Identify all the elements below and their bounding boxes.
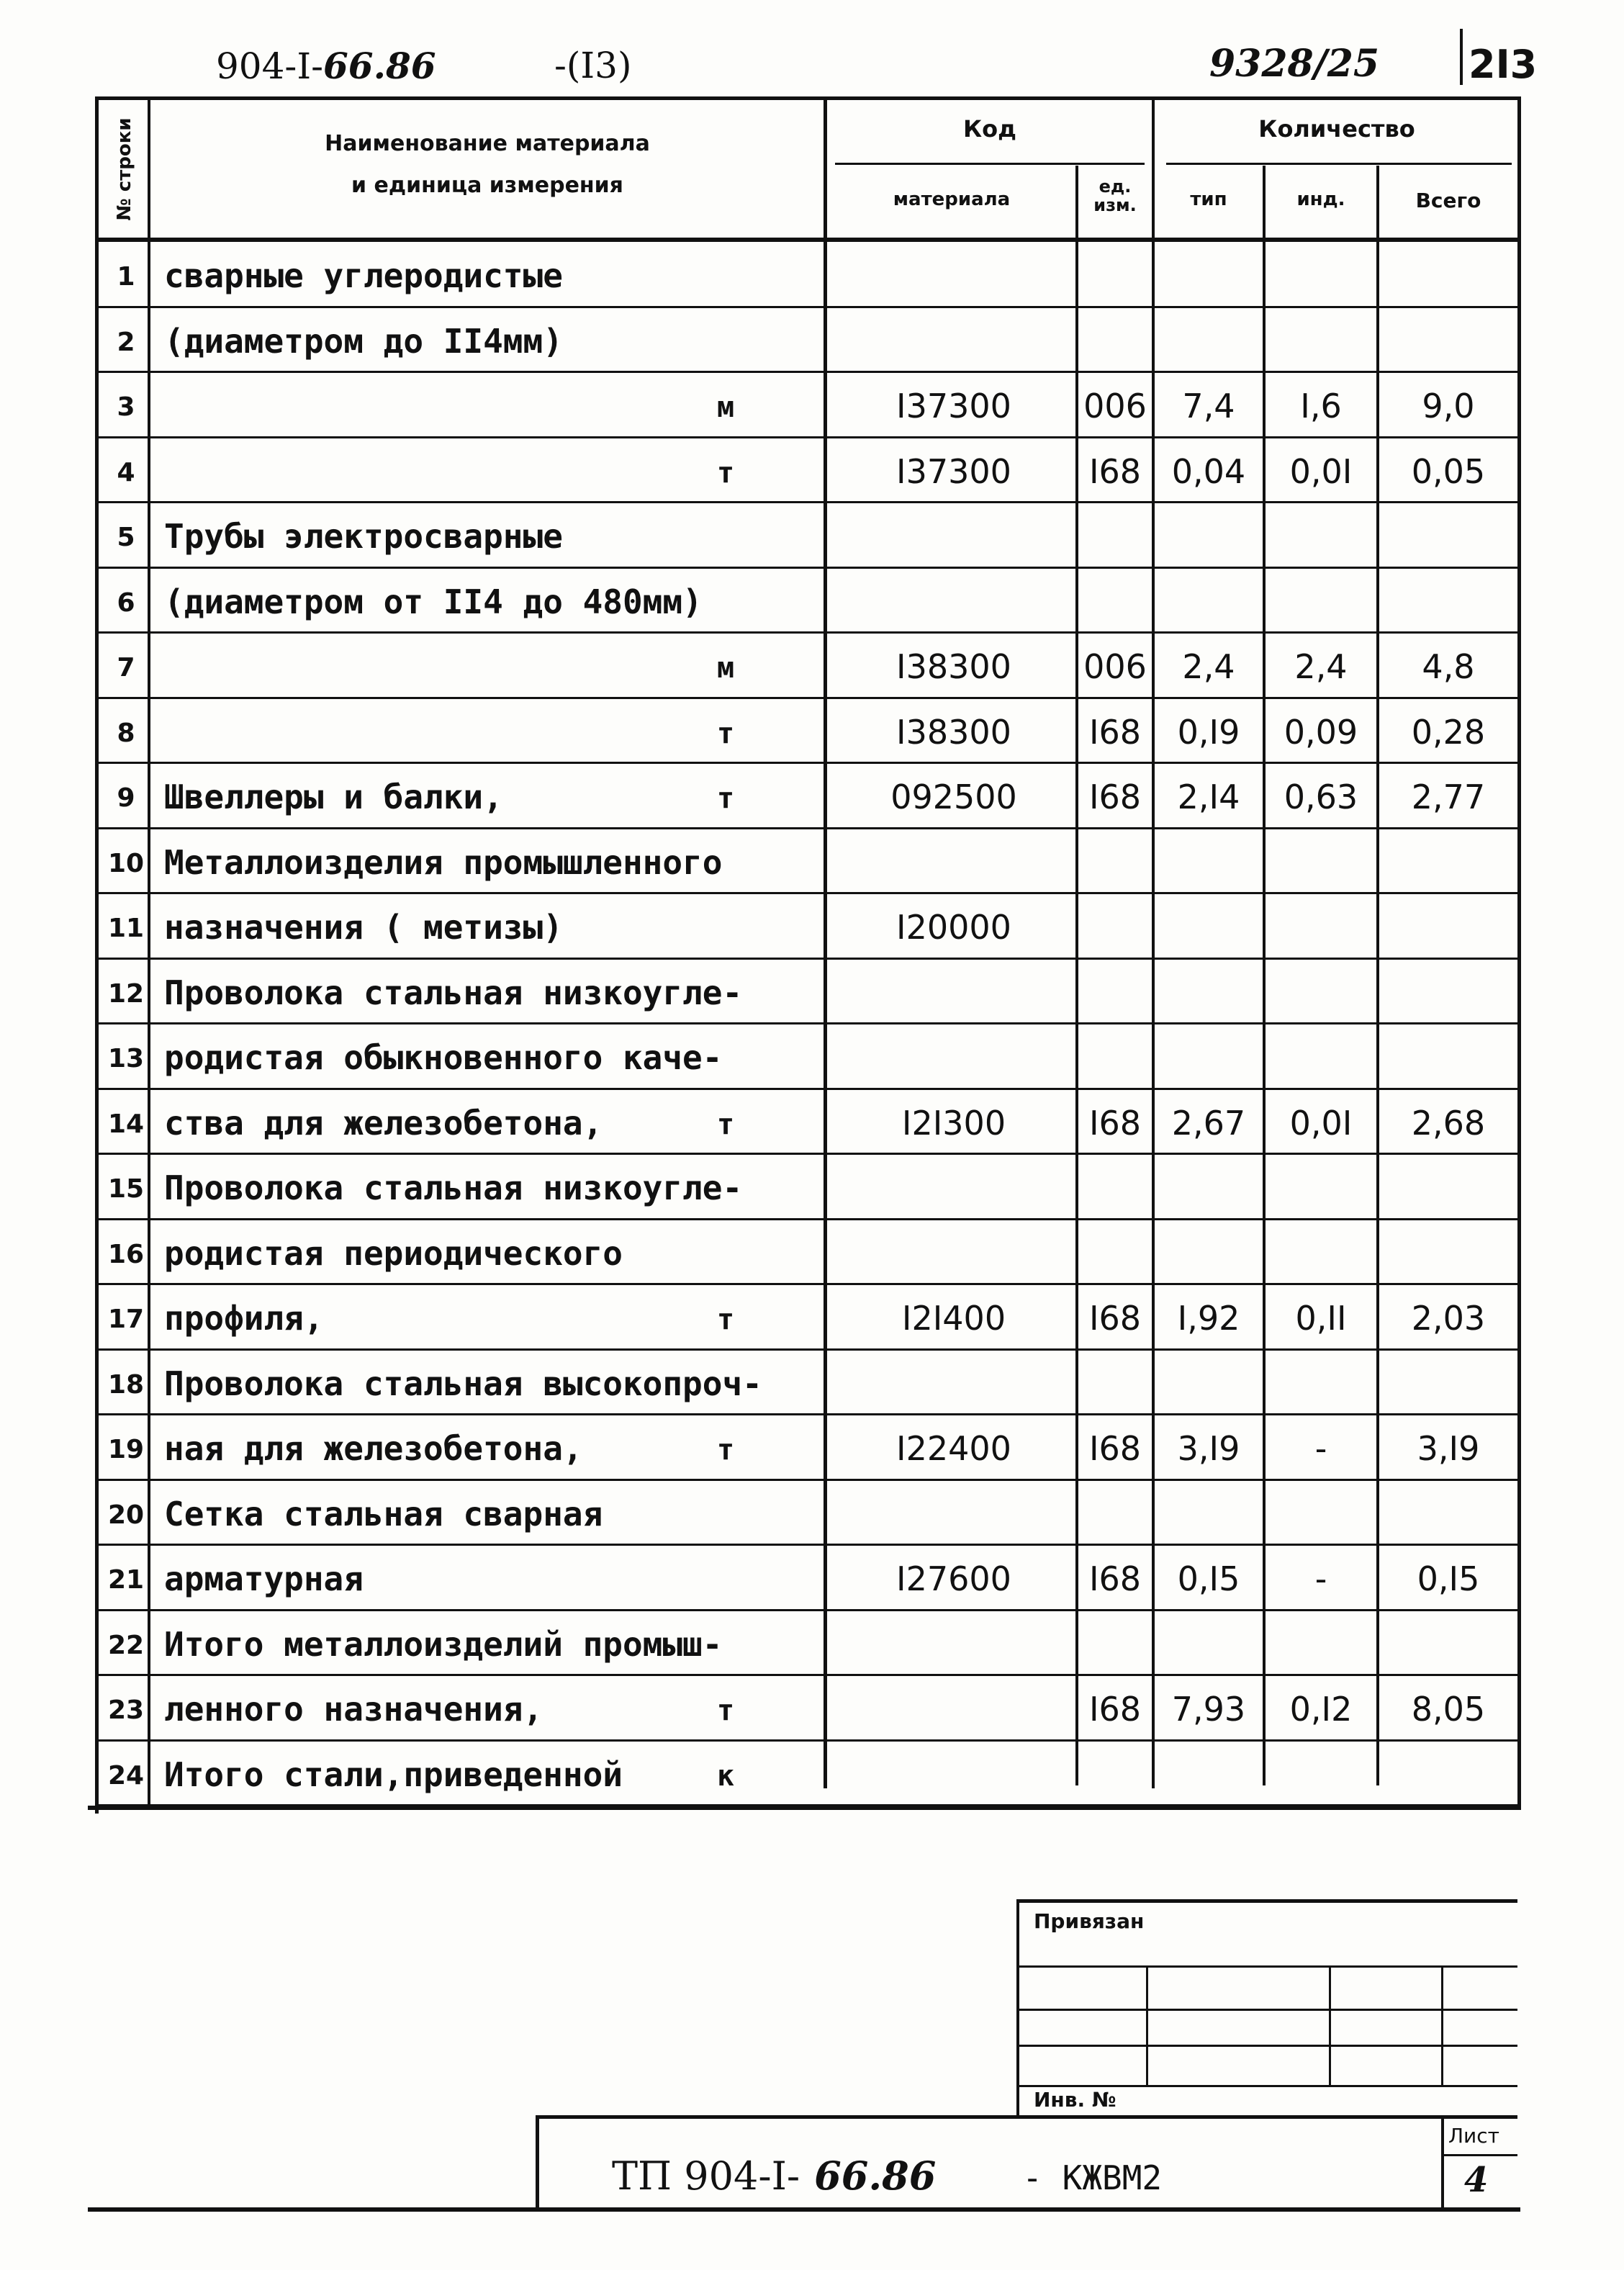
row-number: 18: [107, 1369, 145, 1400]
document-code: [216, 45, 436, 87]
code-group-header: Код: [963, 115, 1016, 143]
sheet-cell-line: [1441, 2154, 1517, 2156]
unit-label: к: [716, 1759, 735, 1793]
qty-typ: 0,04: [1171, 451, 1246, 491]
qty-ind: 2,4: [1294, 647, 1348, 686]
qty-typ: I,92: [1177, 1299, 1240, 1338]
material-name: Итого металлоизделий промыш-: [164, 1624, 723, 1664]
name-header-line2: и единица измерения: [351, 173, 623, 198]
project-code-suffix: - КЖВМ2: [1022, 2158, 1163, 2197]
qty-total: 2,68: [1411, 1103, 1486, 1143]
unit-label: т: [716, 1107, 735, 1141]
row-number: 13: [107, 1044, 145, 1073]
qty-total: 9,0: [1422, 387, 1475, 425]
row-number: 6: [117, 587, 135, 618]
material-code: I37300: [896, 387, 1011, 425]
material-code: I27600: [896, 1559, 1011, 1598]
row-number: 1: [117, 262, 135, 292]
material-name: Проволока стальная низкоугле-: [164, 1168, 743, 1207]
row-separator: [99, 1348, 1517, 1351]
sheet-number: 2I3: [1469, 42, 1538, 87]
row-separator: [99, 371, 1517, 373]
unit-code: 006: [1083, 647, 1147, 686]
material-name: назначения ( метизы): [164, 908, 563, 947]
material-name: (диаметром от II4 до 480мм): [164, 582, 703, 621]
material-name: ства для железобетона,: [164, 1103, 603, 1143]
row-separator: [99, 567, 1517, 569]
stamp-line-4: [1016, 2085, 1517, 2087]
inventory-label: Инв. №: [1034, 2088, 1116, 2112]
qty-total: 8,05: [1411, 1690, 1486, 1729]
row-separator: [99, 958, 1517, 960]
row-number: 2: [117, 327, 135, 357]
row-number: 10: [107, 848, 145, 878]
row-number: 21: [107, 1565, 145, 1595]
code-sub-line: [835, 163, 1145, 165]
unit-code: I68: [1088, 1559, 1142, 1598]
material-name: родистая обыкновенного каче-: [164, 1038, 723, 1077]
row-separator: [99, 1218, 1517, 1220]
row-number: 7: [117, 653, 135, 683]
typ-header: тип: [1190, 189, 1227, 210]
unit-label: т: [716, 456, 735, 490]
row-separator: [99, 631, 1517, 634]
titlebar-sheet-divider: [1441, 2115, 1444, 2209]
stamp-left-border: [1016, 1899, 1019, 2115]
unit-label: м: [716, 391, 735, 424]
stamp-top-border: [1016, 1899, 1517, 1903]
row-number: 12: [107, 978, 145, 1009]
qty-total: 2,03: [1411, 1299, 1486, 1338]
material-name: ная для железобетона,: [164, 1429, 583, 1468]
qty-total: 4,8: [1422, 647, 1475, 686]
header-bottom-border: [95, 238, 1520, 242]
material-name: Проволока стальная низкоугле-: [164, 973, 743, 1012]
row-number-header-label: № строки: [114, 117, 135, 221]
qty-ind: 0,09: [1284, 712, 1358, 752]
material-code: I22400: [896, 1429, 1011, 1468]
stamp-col-2: [1329, 1965, 1331, 2085]
row-number: 3: [117, 392, 135, 422]
unit-label: т: [716, 1303, 735, 1336]
row-separator: [99, 827, 1517, 829]
material-name: арматурная: [164, 1559, 364, 1598]
qty-total: 0,05: [1411, 451, 1486, 491]
stamp-col-1: [1146, 1965, 1148, 2085]
qty-group-header: Количество: [1258, 115, 1415, 143]
page-bottom-border: [88, 2207, 1520, 2212]
row-number: 11: [107, 914, 145, 943]
row-number: 8: [117, 718, 135, 748]
qty-ind: 0,0I: [1289, 1103, 1353, 1143]
row-number: 9: [117, 783, 135, 813]
qty-ind: 0,II: [1295, 1299, 1347, 1338]
material-name: сварные углеродистые: [164, 256, 563, 295]
material-code: I38300: [896, 712, 1011, 752]
row-number: 5: [117, 523, 135, 552]
row-separator: [99, 1022, 1517, 1024]
qty-typ: 0,I9: [1177, 712, 1240, 752]
row-separator: [99, 1804, 1517, 1806]
unit-divider: [1152, 96, 1155, 1788]
row-separator: [99, 1479, 1517, 1481]
unit-code: 006: [1083, 387, 1147, 425]
unit-code: I68: [1088, 1690, 1142, 1729]
row-number: 19: [107, 1435, 145, 1464]
material-name: Швеллеры и балки,: [164, 778, 503, 816]
unit-code: I68: [1088, 1299, 1142, 1338]
material-code: I2I300: [901, 1103, 1006, 1143]
row-number: 24: [107, 1760, 145, 1791]
row-separator: [99, 436, 1517, 438]
name-divider: [824, 96, 827, 1788]
qty-ind: I,6: [1300, 387, 1342, 425]
material-name: Проволока стальная высокопроч-: [164, 1364, 762, 1403]
row-separator: [99, 762, 1517, 764]
doc-prefix: 904-I-: [216, 45, 323, 87]
row-separator: [99, 1413, 1517, 1415]
doc-suffix: -(I3): [554, 45, 632, 86]
bound-label: Привязан: [1034, 1909, 1145, 1933]
row-number: 22: [107, 1630, 145, 1660]
row-separator: [99, 892, 1517, 894]
row-separator: [99, 1544, 1517, 1546]
unit-label: т: [716, 716, 735, 750]
qty-typ: 7,93: [1171, 1690, 1246, 1729]
row-number: 17: [107, 1305, 145, 1334]
material-name: ленного назначения,: [164, 1690, 543, 1729]
material-name: (диаметром до II4мм): [164, 321, 563, 361]
qty-ind: 0,I2: [1289, 1690, 1353, 1729]
unit-label: м: [716, 652, 735, 685]
material-name: Металлоизделия промышленного: [164, 842, 723, 882]
unit-label: т: [716, 1433, 735, 1467]
row-number: 16: [107, 1239, 145, 1269]
header-divider: [1460, 29, 1463, 85]
qty-typ: 0,I5: [1177, 1559, 1240, 1598]
unit-label: т: [716, 782, 735, 815]
material-code: I2I400: [901, 1299, 1006, 1338]
name-header-line1: Наименование материала: [325, 131, 650, 156]
unit-code: I68: [1088, 1429, 1142, 1468]
unit-code-header: ед. изм.: [1093, 176, 1137, 215]
qty-ind: -: [1314, 1429, 1327, 1468]
unit-code: I68: [1088, 712, 1142, 752]
qty-typ: 2,67: [1171, 1103, 1246, 1143]
row-separator: [99, 1283, 1517, 1285]
total-header: Всего: [1415, 189, 1481, 212]
material-name: Итого стали,приведенной: [164, 1755, 623, 1794]
qty-total: 3,I9: [1417, 1429, 1480, 1468]
row-separator: [99, 1088, 1517, 1090]
project-code-prefix: ТП 904-I-: [612, 2153, 800, 2199]
row-separator: [99, 1674, 1517, 1676]
unit-code: I68: [1088, 778, 1142, 816]
project-code: [612, 2153, 1162, 2199]
table-right-border: [1517, 96, 1521, 1810]
row-separator: [99, 1739, 1517, 1742]
material-code: I38300: [896, 647, 1011, 686]
row-number: 20: [107, 1500, 145, 1530]
qty-sub-line: [1166, 163, 1512, 165]
material-code: I20000: [896, 908, 1011, 947]
qty-total: 2,77: [1411, 778, 1486, 816]
unit-code: I68: [1088, 451, 1142, 491]
doc-handwritten: 66.86: [322, 45, 436, 87]
row-number: 23: [107, 1695, 145, 1725]
row-number: 15: [107, 1174, 145, 1204]
qty-ind: -: [1314, 1559, 1327, 1598]
titlebar-top: [536, 2115, 1517, 2119]
sheet-label: Лист: [1448, 2124, 1499, 2148]
table-left-border: [95, 96, 99, 1814]
qty-total: 0,I5: [1417, 1559, 1480, 1598]
material-code-header: материала: [893, 189, 1011, 210]
material-name: Сетка стальная сварная: [164, 1494, 603, 1533]
project-code-handwritten: 66.86: [814, 2153, 937, 2199]
qty-typ: 2,I4: [1177, 778, 1240, 816]
qty-total: 0,28: [1411, 712, 1486, 752]
qty-ind: 0,63: [1284, 778, 1358, 816]
row-separator: [99, 697, 1517, 699]
unit-label: т: [716, 1694, 735, 1727]
row-number: 4: [117, 457, 135, 487]
material-name: Трубы электросварные: [164, 517, 563, 556]
ind-header: инд.: [1296, 189, 1345, 210]
row-separator: [99, 1609, 1517, 1611]
material-code: I37300: [896, 451, 1011, 491]
table-top-border: [95, 96, 1520, 100]
qty-typ: 2,4: [1182, 647, 1235, 686]
unit-code: I68: [1088, 1103, 1142, 1143]
row-number: 14: [107, 1109, 145, 1139]
row-number-header: [85, 101, 164, 238]
stamp-col-3: [1441, 1965, 1443, 2085]
row-separator: [99, 501, 1517, 503]
row-separator: [99, 306, 1517, 308]
material-code: 092500: [890, 778, 1017, 816]
qty-ind: 0,0I: [1289, 451, 1353, 491]
material-name: родистая периодического: [164, 1233, 623, 1273]
row-separator: [99, 1153, 1517, 1155]
material-name: профиля,: [164, 1299, 324, 1338]
sheet-value: 4: [1464, 2160, 1489, 2200]
qty-typ: 7,4: [1182, 387, 1235, 425]
archive-stamp: 9328/25: [1209, 42, 1380, 86]
titlebar-left: [536, 2115, 539, 2209]
qty-typ: 3,I9: [1177, 1429, 1240, 1468]
